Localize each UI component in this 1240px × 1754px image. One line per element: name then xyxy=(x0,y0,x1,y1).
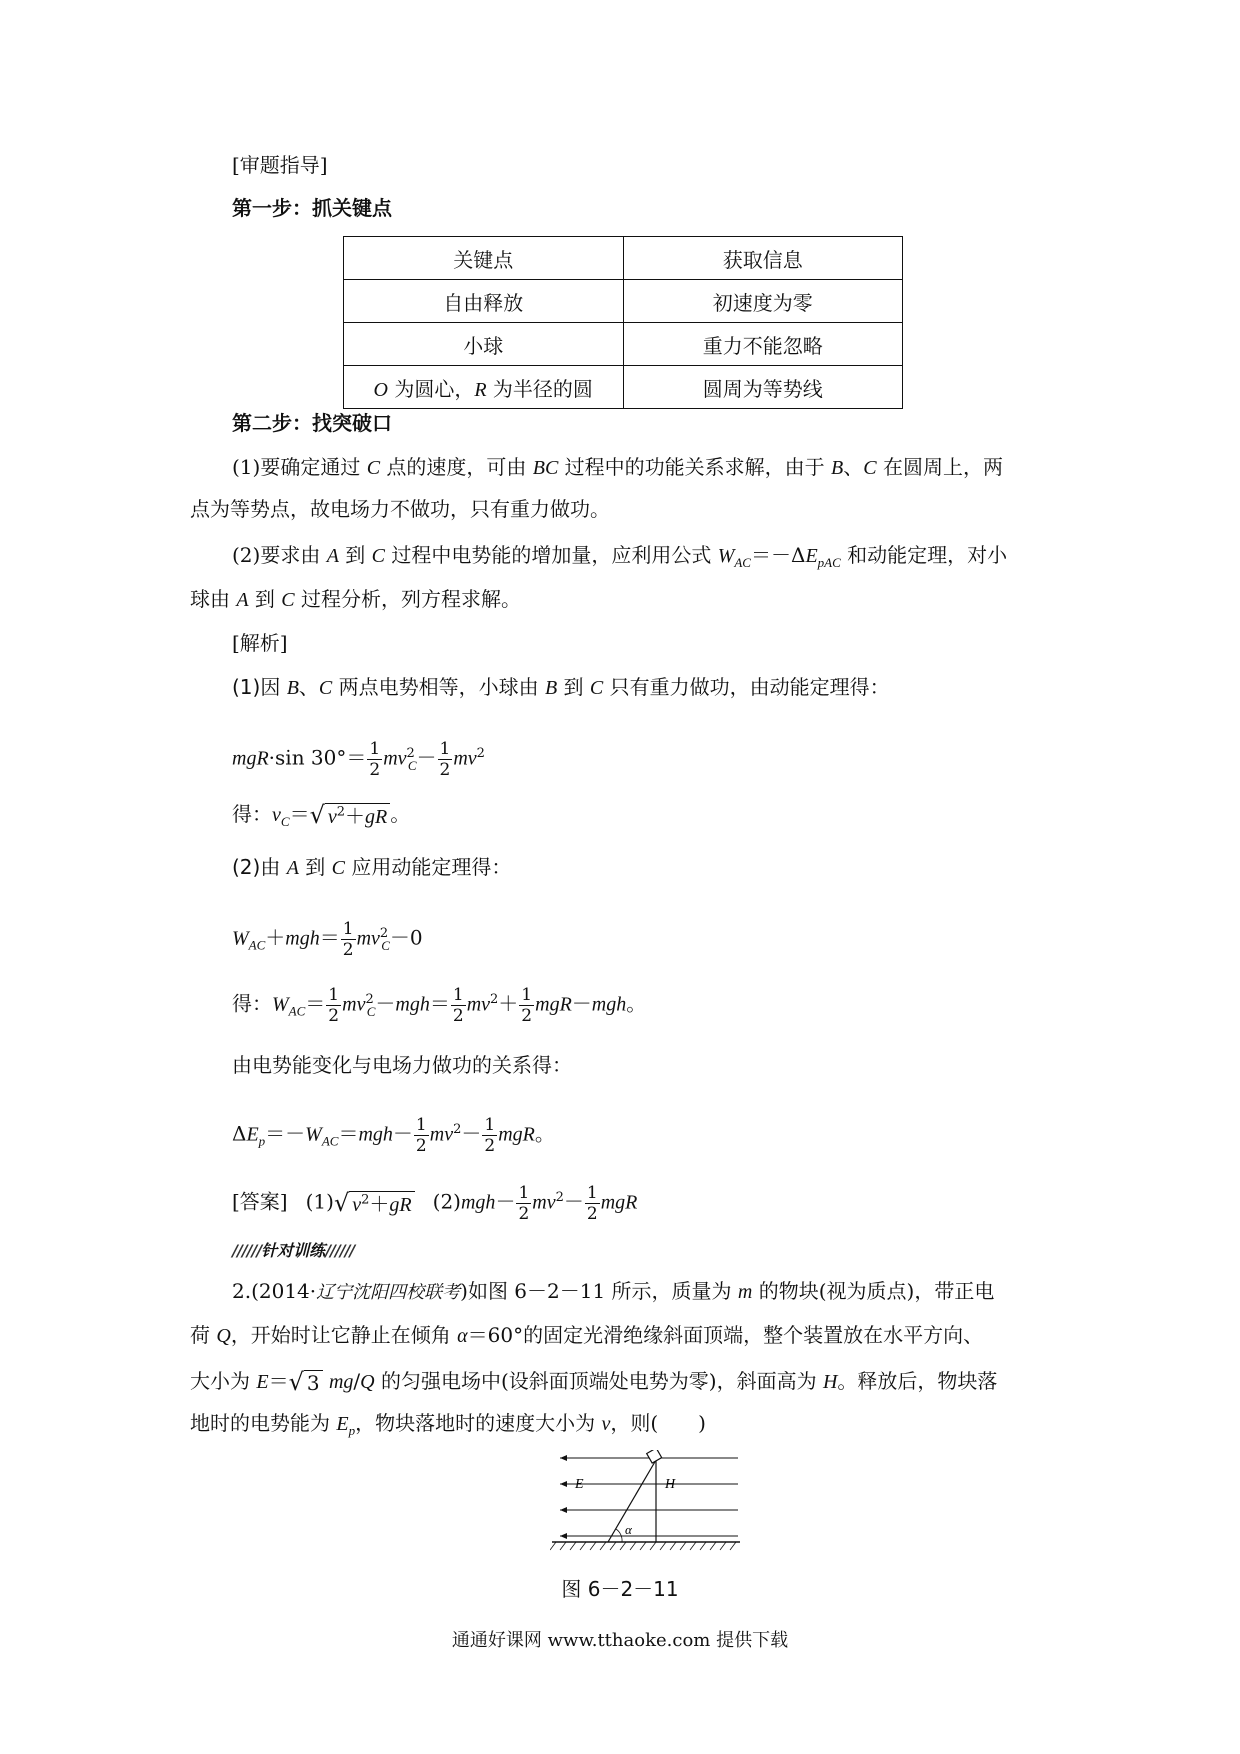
text: ＝ xyxy=(289,802,310,826)
var: B xyxy=(831,457,844,479)
label-H: H xyxy=(665,1477,676,1492)
equation-2 xyxy=(232,796,410,840)
question-source: 辽宁沈阳四校联考 xyxy=(316,1282,461,1303)
denominator: 2 xyxy=(484,1135,496,1156)
superscript: 2 xyxy=(490,992,499,1007)
table-cell xyxy=(344,366,624,409)
term: mgR xyxy=(535,993,572,1016)
var: E xyxy=(246,1123,259,1146)
section-tag-shenti: [审题指导] xyxy=(232,153,328,177)
table-cell: 自由释放 xyxy=(344,280,624,323)
arrow-left-icon xyxy=(560,1533,567,1539)
superscript: 2 xyxy=(476,746,485,761)
var: C xyxy=(589,677,604,699)
var-O: O xyxy=(373,378,388,401)
text: ＝ xyxy=(429,991,450,1016)
text: 和动能定理，对小 xyxy=(840,543,1008,567)
text: ＝60°的固定光滑绝缘斜面顶端，整个装置放在水平方向、 xyxy=(467,1323,984,1347)
text: 为半径的圆 xyxy=(486,376,593,401)
fraction xyxy=(326,985,341,1026)
fraction xyxy=(519,985,534,1026)
text: ＋ xyxy=(345,804,366,828)
var: W xyxy=(305,1123,322,1146)
var: W xyxy=(232,927,249,950)
step1-heading: 第一步：抓关键点 xyxy=(232,196,392,220)
denominator: 2 xyxy=(415,1135,427,1156)
text: ＝－ xyxy=(265,1121,306,1146)
text: ＝－Δ xyxy=(750,543,806,567)
equation-4 xyxy=(232,978,646,1034)
text: － xyxy=(392,1121,413,1146)
table-row xyxy=(344,366,903,409)
var: C xyxy=(318,677,333,699)
var: v xyxy=(327,806,337,828)
text: 过程中电势能的增加量，应利用公式 xyxy=(384,543,718,567)
var: E xyxy=(336,1413,349,1435)
var: C xyxy=(371,545,385,567)
numerator: 1 xyxy=(342,918,354,939)
numerator: 1 xyxy=(586,1182,598,1203)
term: gR xyxy=(389,1193,412,1216)
table-row xyxy=(344,280,903,323)
text: ＋ xyxy=(498,991,519,1016)
numerator: 1 xyxy=(369,738,381,759)
term: mv xyxy=(342,993,366,1016)
term: mv xyxy=(356,927,380,950)
superscript: 2 xyxy=(555,1190,564,1205)
fraction xyxy=(414,1115,429,1156)
text: )如图 6－2－11 所示，质量为 xyxy=(460,1279,738,1303)
var: v xyxy=(272,804,281,826)
text: 到 xyxy=(338,543,372,567)
term: mv xyxy=(429,1123,454,1146)
superscript: 2 xyxy=(336,804,346,820)
superscript: 2 xyxy=(406,746,415,761)
text: ，则( ) xyxy=(610,1411,706,1435)
text: 地时的电势能为 xyxy=(190,1411,337,1435)
text: 得： xyxy=(232,802,272,826)
text: 应用动能定理得： xyxy=(344,855,512,879)
table-cell: 初速度为零 xyxy=(623,280,903,323)
numerator: 1 xyxy=(484,1114,496,1135)
text: 球由 xyxy=(190,587,237,611)
text: － xyxy=(563,1189,584,1214)
subscript: C xyxy=(366,1003,376,1019)
fraction xyxy=(367,739,382,780)
fraction xyxy=(585,1183,600,1224)
subscript: AC xyxy=(321,1133,339,1149)
subscript: AC xyxy=(248,937,266,953)
text: (1)因 xyxy=(232,675,287,699)
question-2-line-4 xyxy=(190,1408,706,1446)
numerator: 1 xyxy=(521,984,533,1005)
text: － xyxy=(416,745,437,770)
var: m xyxy=(737,1281,753,1303)
term: mgh xyxy=(285,927,320,950)
table-header-cell: 关键点 xyxy=(344,237,624,280)
text: － xyxy=(461,1121,482,1146)
arrow-left-icon xyxy=(560,1481,567,1487)
superscript: 2 xyxy=(453,1122,462,1137)
text: 的物块(视为质点)，带正电 xyxy=(752,1279,995,1303)
var: E xyxy=(805,545,818,567)
hatch-decoration: ////// xyxy=(325,1241,355,1260)
arrow-left-icon xyxy=(560,1455,567,1461)
paragraph-2-line-2 xyxy=(190,584,521,615)
text: ＝ xyxy=(319,925,340,950)
text: 、 xyxy=(843,455,864,479)
denominator: 2 xyxy=(521,1005,533,1026)
denominator: 2 xyxy=(342,939,354,960)
text: (2)要求由 xyxy=(232,543,327,567)
sqrt: √ $v^2+gR$ xyxy=(310,797,391,834)
var: C xyxy=(281,589,295,611)
text: － xyxy=(571,991,592,1016)
text: (2) xyxy=(432,1189,461,1214)
equation-1 xyxy=(232,732,485,788)
term: mgh xyxy=(358,1123,393,1146)
question-2-line-3 xyxy=(190,1364,997,1400)
question-2-line-2 xyxy=(190,1320,983,1351)
numerator: 1 xyxy=(328,984,340,1005)
denominator: 2 xyxy=(369,759,381,780)
var: A xyxy=(236,589,249,611)
denominator: 2 xyxy=(439,759,451,780)
fraction xyxy=(516,1183,531,1224)
subscript: C xyxy=(407,757,417,773)
key-points-table xyxy=(343,236,903,409)
term: mv xyxy=(466,993,491,1016)
step2-heading: 第二步：找突破口 xyxy=(232,411,392,435)
text: 过程中的功能关系求解，由于 xyxy=(558,455,832,479)
radicand: 3 xyxy=(304,1370,323,1395)
text: 到 xyxy=(298,855,332,879)
subscript: C xyxy=(280,814,290,829)
ground-hatch xyxy=(550,1542,736,1550)
text: ，开始时让它静止在倾角 xyxy=(230,1323,458,1347)
denominator: 2 xyxy=(586,1203,598,1224)
table-cell: 圆周为等势线 xyxy=(623,366,903,409)
var: α xyxy=(457,1325,468,1347)
numerator: 1 xyxy=(439,738,451,759)
fraction xyxy=(341,919,356,960)
var: W xyxy=(272,993,289,1016)
fraction xyxy=(451,985,466,1026)
text: 、 xyxy=(298,675,319,699)
var: E xyxy=(256,1371,269,1393)
solution-line-3: 由电势能变化与电场力做功的关系得： xyxy=(232,1053,572,1077)
field-lines xyxy=(560,1458,738,1536)
equation-3 xyxy=(232,912,423,968)
var: v xyxy=(352,1193,362,1216)
text: ，物块落地时的速度大小为 xyxy=(355,1411,602,1435)
var: B xyxy=(286,677,299,699)
text: 。 xyxy=(626,991,647,1016)
text: 两点电势相等，小球由 xyxy=(332,675,545,699)
denominator: 2 xyxy=(328,1005,340,1026)
var: v xyxy=(601,1413,611,1435)
text: 。 xyxy=(534,1121,555,1146)
text: － xyxy=(495,1189,516,1214)
text: 过程分析，列方程求解。 xyxy=(294,587,521,611)
text: / xyxy=(353,1369,361,1393)
var: BC xyxy=(532,457,559,479)
fraction xyxy=(438,739,453,780)
text: 在圆周上，两 xyxy=(876,455,1003,479)
text: 大小为 xyxy=(190,1369,257,1393)
var: B xyxy=(544,677,558,699)
subscript: AC xyxy=(734,555,751,570)
text: (2)由 xyxy=(232,855,287,879)
arrow-left-icon xyxy=(560,1507,567,1513)
text: 的匀强电场中(设斜面顶端处电势为零)，斜面高为 xyxy=(374,1369,823,1393)
subscript: AC xyxy=(288,1003,306,1019)
text: ＝ xyxy=(338,1121,359,1146)
numerator: 1 xyxy=(518,1182,530,1203)
denominator: 2 xyxy=(518,1203,530,1224)
subscript: C xyxy=(381,937,390,953)
table-cell: 重力不能忽略 xyxy=(623,323,903,366)
text: Δ xyxy=(232,1121,247,1146)
term: mgR xyxy=(498,1123,535,1146)
text: 只有重力做功，由动能定理得： xyxy=(603,675,890,699)
numerator: 1 xyxy=(415,1114,427,1135)
var: A xyxy=(286,857,299,879)
superscript: 2 xyxy=(365,992,374,1007)
var: H xyxy=(822,1371,838,1393)
answer-tag: [答案] xyxy=(232,1189,288,1214)
text: 到 xyxy=(557,675,590,699)
subscript: p xyxy=(348,1423,356,1438)
sqrt: √ $v^2+gR$ xyxy=(334,1181,415,1226)
training-banner xyxy=(232,1236,354,1266)
term: mgh xyxy=(460,1191,496,1214)
var: Q xyxy=(216,1325,231,1347)
var: C xyxy=(366,457,381,479)
text: ＝ xyxy=(305,991,326,1016)
term: mgh xyxy=(395,993,430,1016)
text: (1) xyxy=(305,1189,334,1214)
var: Q xyxy=(360,1371,375,1393)
term: gR xyxy=(365,806,388,828)
term: mgh xyxy=(591,993,627,1016)
var: C xyxy=(863,457,877,479)
text: ＝ xyxy=(268,1369,289,1393)
term: mv xyxy=(383,747,407,770)
term: mgR xyxy=(232,747,269,770)
var: C xyxy=(331,857,345,879)
text: 荷 xyxy=(190,1323,217,1347)
text: ＋ xyxy=(369,1191,390,1216)
section-tag-jiexi: [解析] xyxy=(232,631,288,655)
block-icon xyxy=(647,1450,662,1463)
table-row xyxy=(344,323,903,366)
page-footer: 通通好课网 www.tthaoke.com 提供下载 xyxy=(451,1630,789,1651)
solution-line-2 xyxy=(232,852,511,883)
term: mv xyxy=(453,747,477,770)
term: mv xyxy=(532,1191,556,1214)
training-title: 针对训练 xyxy=(261,1241,326,1260)
table-header-row xyxy=(344,237,903,280)
subscript: pAC xyxy=(817,555,841,570)
var-R: R xyxy=(474,378,487,401)
var: W xyxy=(717,545,735,567)
text: ＋ xyxy=(265,925,286,950)
label-E: E xyxy=(575,1477,584,1492)
field-arrows xyxy=(560,1455,567,1539)
question-number: 2.(2014· xyxy=(232,1279,317,1303)
text: ·sin 30°＝ xyxy=(268,745,367,770)
superscript: 2 xyxy=(361,1192,370,1207)
text: 到 xyxy=(248,587,282,611)
superscript: 2 xyxy=(379,926,389,941)
text: (1)要确定通过 xyxy=(232,455,367,479)
text: 点的速度，可由 xyxy=(380,455,533,479)
answer-line xyxy=(232,1176,637,1226)
incline-surface xyxy=(608,1460,656,1542)
fraction xyxy=(482,1115,497,1156)
numerator: 1 xyxy=(452,984,464,1005)
paragraph-1-line-2: 点为等势点，故电场力不做功，只有重力做功。 xyxy=(190,497,610,521)
sqrt: √ 3 xyxy=(289,1365,323,1400)
hatch-decoration: ////// xyxy=(232,1241,262,1260)
question-2-line-1 xyxy=(232,1276,994,1308)
equation-5 xyxy=(232,1108,555,1164)
denominator: 2 xyxy=(452,1005,464,1026)
solution-line-1 xyxy=(232,672,890,703)
text: 为圆心， xyxy=(388,376,475,401)
text: － xyxy=(375,991,396,1016)
table-header-cell: 获取信息 xyxy=(623,237,903,280)
table-cell: 小球 xyxy=(344,323,624,366)
label-alpha: α xyxy=(625,1522,632,1537)
paragraph-1-line-1 xyxy=(232,452,1003,483)
text: 。释放后，物块落 xyxy=(837,1369,998,1393)
text: 。 xyxy=(390,802,411,826)
term: mg xyxy=(328,1371,354,1393)
var: A xyxy=(326,545,339,567)
subscript: p xyxy=(258,1133,266,1149)
paragraph-2-line-1 xyxy=(232,540,1007,578)
figure-caption: 图 6－2－11 xyxy=(561,1577,679,1601)
text: 得： xyxy=(232,991,272,1016)
incline-field-figure xyxy=(550,1450,750,1560)
text: －0 xyxy=(389,925,423,950)
term: mgR xyxy=(600,1191,638,1214)
